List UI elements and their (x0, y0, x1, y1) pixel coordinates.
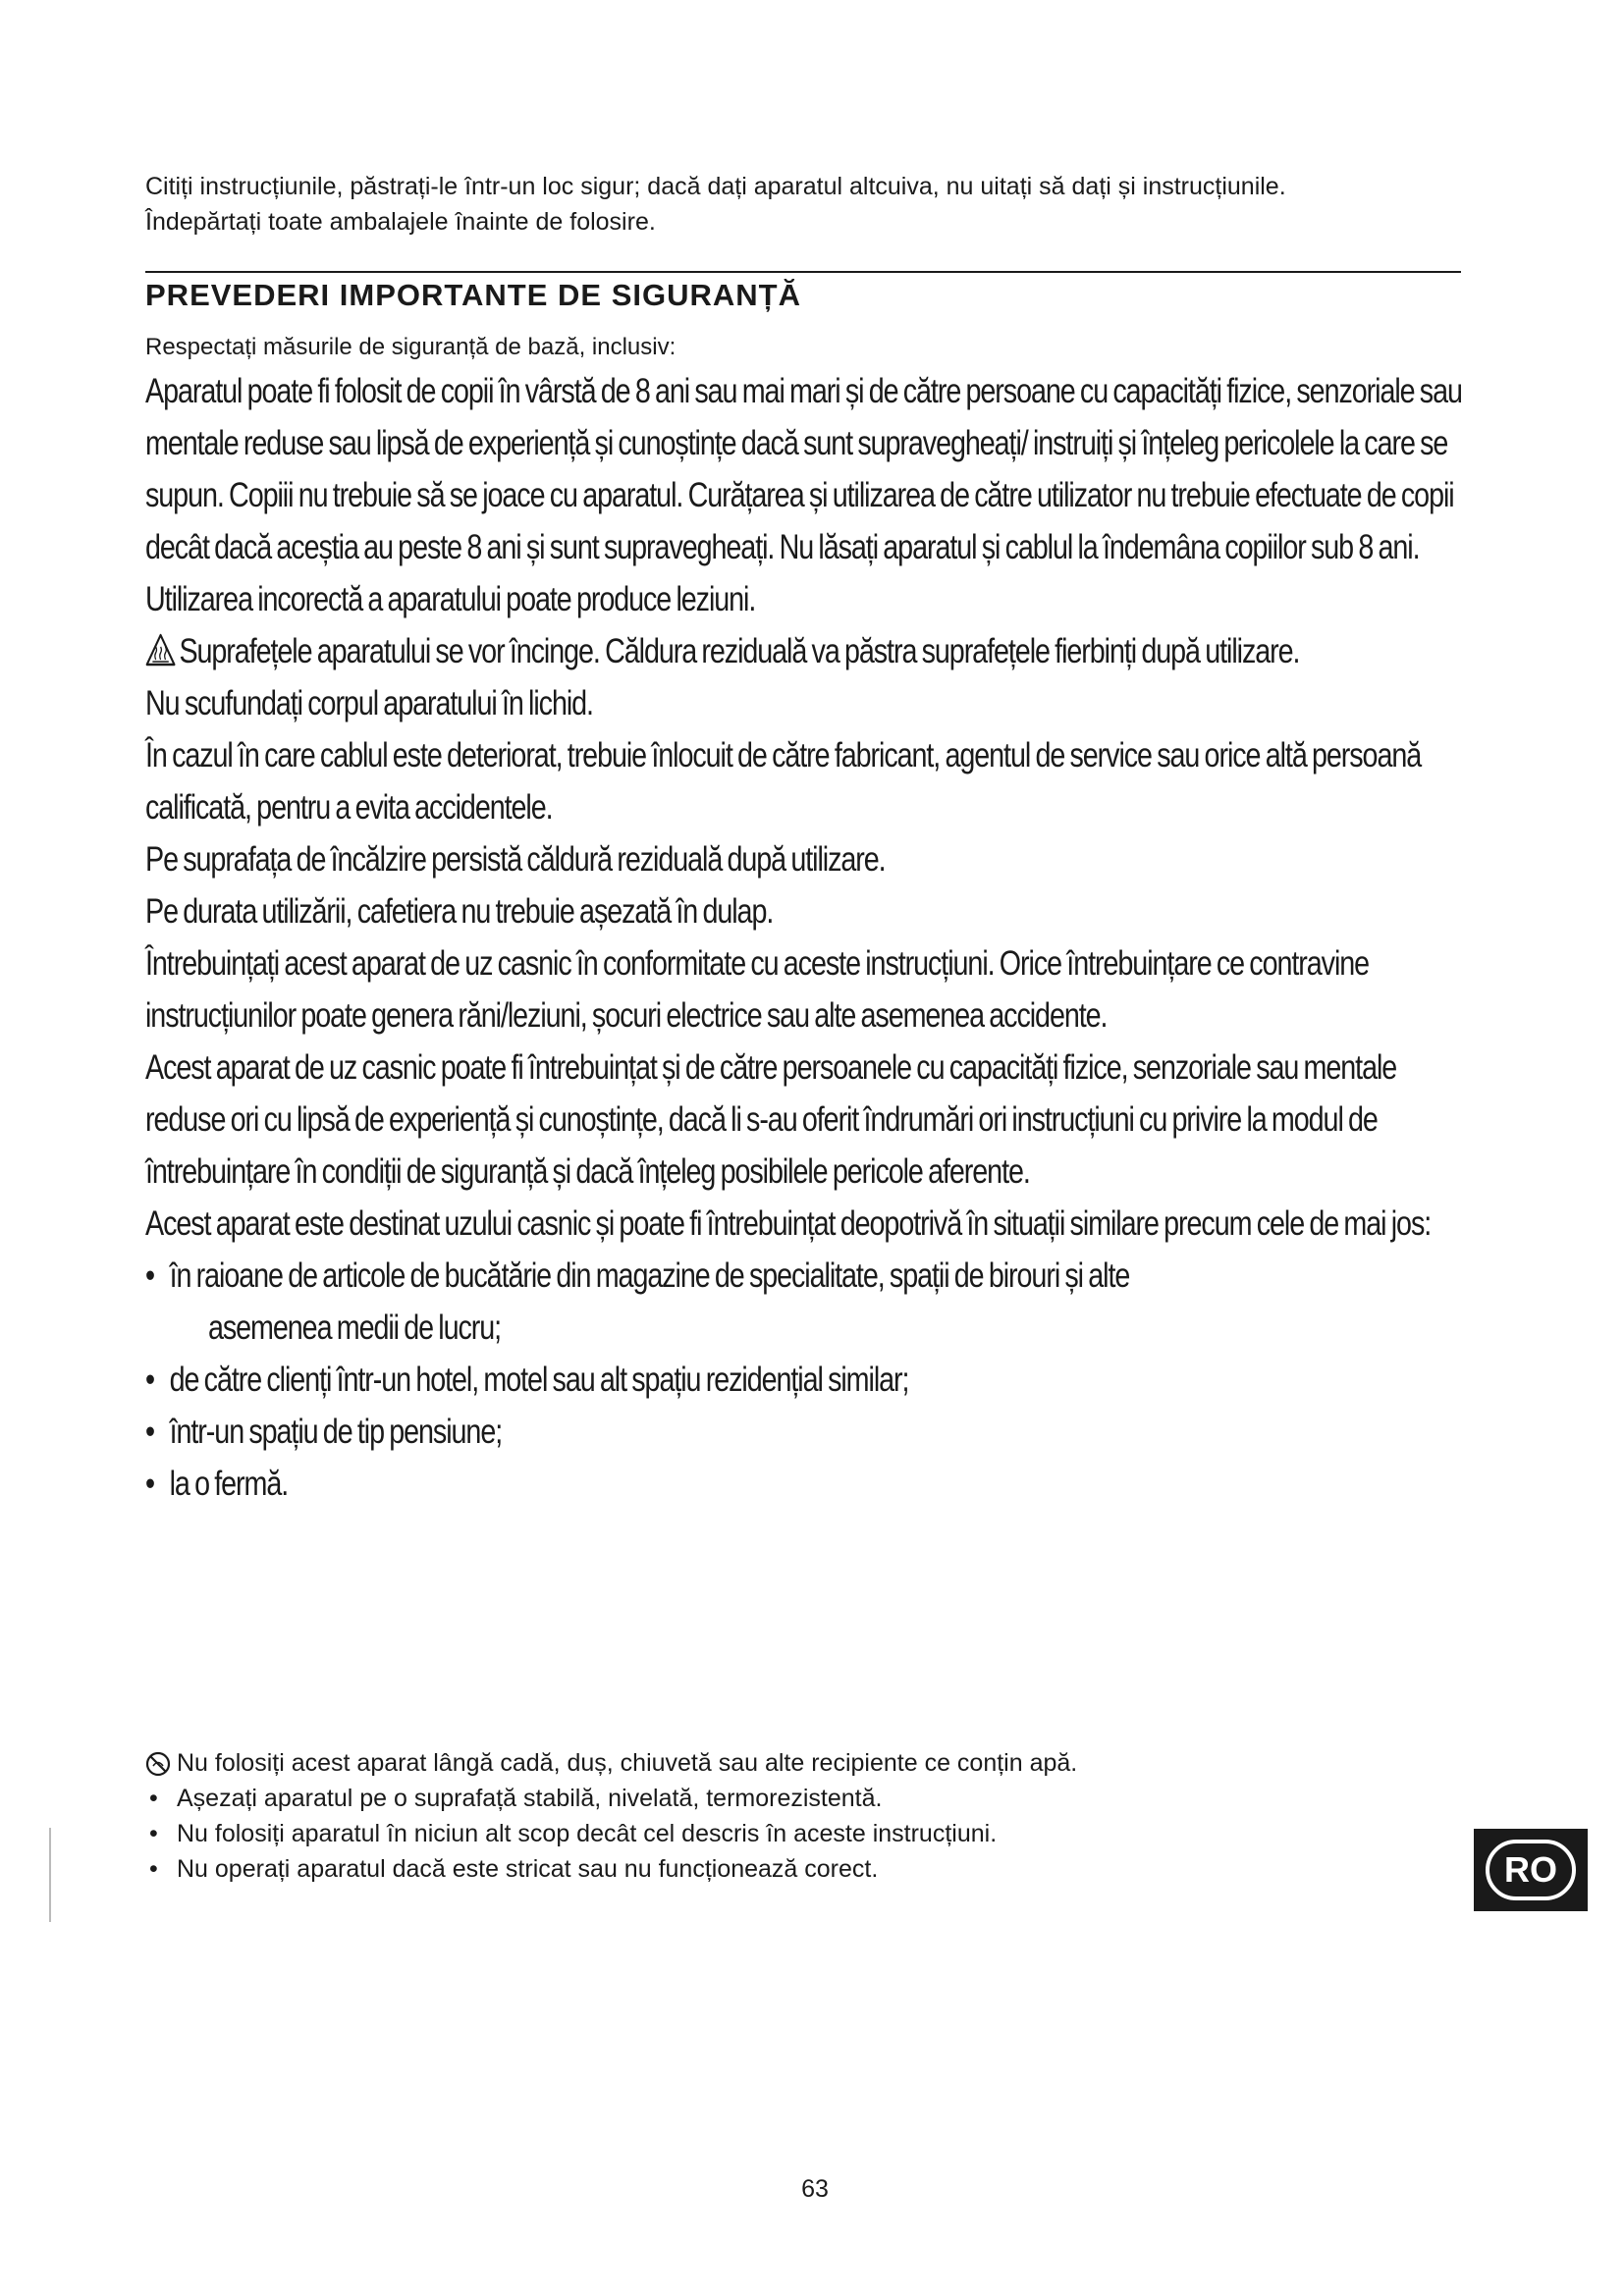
language-badge-label: RO (1504, 1849, 1557, 1890)
use-locations-list (145, 1250, 1466, 1510)
no-water-icon (145, 1751, 171, 1777)
additional-warnings (145, 1745, 1324, 1887)
intro-line-2: Îndepărtați toate ambalajele înainte de folosire. (145, 208, 656, 236)
paragraph-no-immersion: Nu scufundați corpul aparatului în lichid. (145, 684, 593, 722)
list-item: • într-un spațiu de tip pensiune; (145, 1413, 503, 1451)
intro-line-1: Citiți instrucțiunile, păstrați-le într-un loc sigur; dacă dați aparatul altcuiva, nu uitați să dați și instrucțiunile. (145, 173, 1286, 200)
list-item: • Așezați aparatul pe o suprafață stabilă, nivelată, termorezistentă. (149, 1785, 883, 1812)
language-badge-ring (1486, 1840, 1576, 1900)
heading-divider (145, 271, 1461, 273)
paragraph-incorrect-use: Utilizarea incorectă a aparatului poate produce leziuni. (145, 580, 756, 618)
hot-surface-warning-icon (145, 633, 176, 667)
paragraph-damaged-cable: În cazul în care cablul este deteriorat, trebuie înlocuit de către fabricant, agentul de service sau orice altă persoană calificată, pentru a evita accidentele. (145, 736, 1422, 827)
intro-text (145, 169, 1461, 240)
list-item: • în raioane de articole de bucătărie din magazine de specialitate, spații de birouri și alte asemenea medii de lucru; (145, 1256, 1130, 1347)
paragraph-no-cupboard: Pe durata utilizării, cafetiera nu trebuie așezată în dulap. (145, 892, 774, 931)
page-number: 63 (801, 2175, 829, 2203)
paragraph-intended-use: Întrebuințați acest aparat de uz casnic în conformitate cu aceste instrucțiuni. Orice întrebuințare ce contravine instrucțiunilor poate genera răni/leziuni, șocuri electrice sau alte asemenea accidente. (145, 944, 1370, 1035)
list-item: • Nu operați aparatul dacă este stricat sau nu funcționează corect. (149, 1855, 879, 1883)
paragraph-children-supervision: Aparatul poate fi folosit de copii în vârstă de 8 ani sau mai mari și de către persoane cu capacități fizice, senzoriale sau mentale reduse sau lipsă de experiență și cunoștințe dacă sunt supravegheați/ instruiți și înțeleg pericolele la care se supun. Copiii nu trebuie să se joace cu aparatul. Curățarea și utilizarea de către utilizator nu trebuie efectuate de copii decât dacă aceștia au peste 8 ani și sunt supravegheați. Nu lăsați aparatul și cablul la îndemâna copiilor sub 8 ani. (145, 372, 1462, 566)
section-heading: PREVEDERI IMPORTANTE DE SIGURANȚĂ (145, 278, 801, 312)
list-item: • la o fermă. (145, 1465, 289, 1503)
paragraph-residual-heat: Pe suprafața de încălzire persistă căldură reziduală după utilizare. (145, 840, 886, 879)
paragraph-reduced-capacity: Acest aparat de uz casnic poate fi întrebuințat și de către persoanele cu capacități fizice, senzoriale sau mentale reduse ori cu lipsă de experiență și cunoștințe, dacă li s-au oferit îndrumări ori instrucțiuni cu privire la modul de întrebuințare în condiții de siguranță și dacă înțeleg posibilele pericole aferente. (145, 1048, 1397, 1191)
language-badge (1474, 1829, 1588, 1911)
paragraph-hot-surfaces (145, 625, 1466, 677)
list-item: Nu folosiți acest aparat lângă cadă, duș, chiuvetă sau alte recipiente ce conțin apă. (145, 1745, 1324, 1781)
section-subheading: Respectați măsurile de siguranță de bază, inclusiv: (145, 334, 677, 360)
list-item: • de către clienți într-un hotel, motel sau alt spațiu rezidențial similar; (145, 1361, 909, 1399)
safety-instructions (145, 365, 1466, 1510)
hot-surface-text: Suprafețele aparatului se vor încinge. Căldura reziduală va păstra suprafețele fierbinți după utilizare. (179, 632, 1300, 670)
paragraph-household-use: Acest aparat este destinat uzului casnic și poate fi întrebuințat deopotrivă în situații similare precum cele de mai jos: (145, 1204, 1432, 1243)
list-item: • Nu folosiți aparatul în niciun alt scop decât cel descris în aceste instrucțiuni. (149, 1820, 998, 1847)
margin-line (49, 1828, 51, 1922)
